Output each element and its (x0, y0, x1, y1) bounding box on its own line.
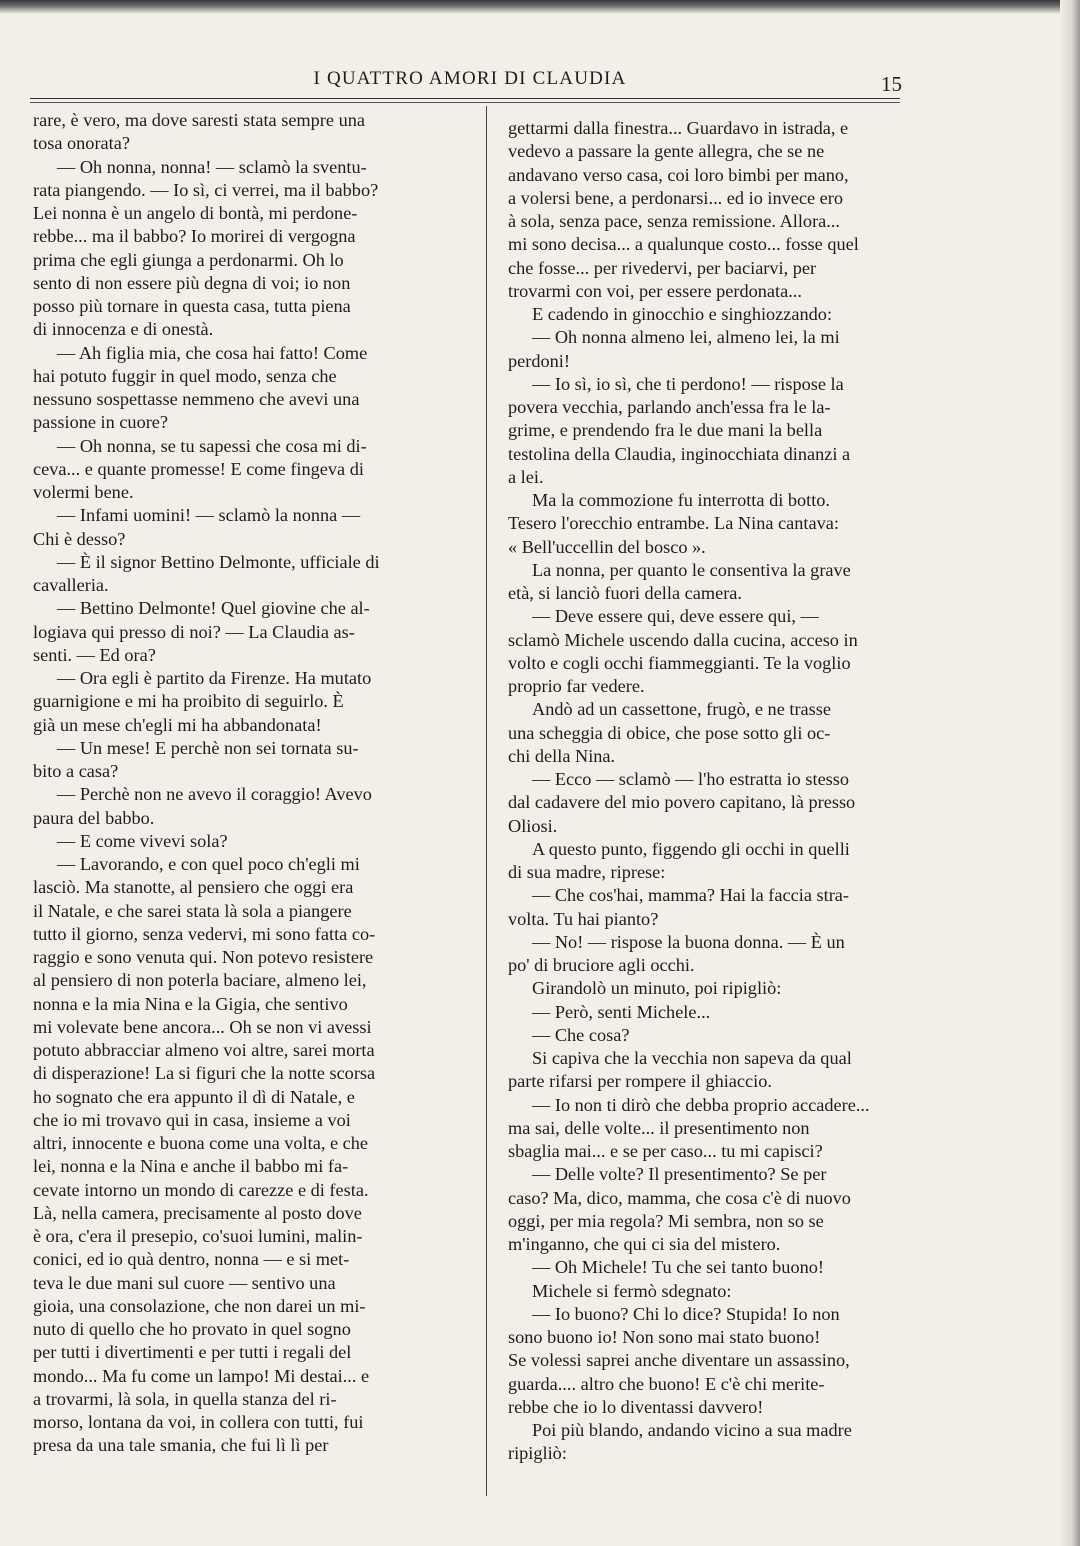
text-line: raggio e sono venuta qui. Non potevo resistere (33, 947, 374, 967)
text-line: E cadendo in ginocchio e singhiozzando: (532, 304, 833, 324)
text-line: po' di bruciore agli occhi. (508, 955, 695, 975)
text-line: conici, ed io quà dentro, nonna — e si met- (33, 1249, 350, 1270)
text-line: hai potuto fuggir in quel modo, senza che (33, 365, 337, 386)
text-line: di disperazione! La si figuri che la notte scorsa (33, 1063, 376, 1084)
text-line: ho sognato che era appunto il dì di Natale, e (33, 1086, 355, 1107)
text-line: Michele si fermò sdegnato: (532, 1280, 732, 1301)
text-line: per tutti i divertimenti e per tutti i regali del (33, 1342, 352, 1363)
text-line: — Io non ti dirò che debba proprio accadere... (532, 1094, 870, 1115)
text-line: — Perchè non ne avevo il coraggio! Avevo (57, 784, 372, 805)
text-line: passione in cuore? (33, 412, 169, 433)
text-line: teva le due mani sul cuore — sentivo una (33, 1272, 336, 1293)
text-line: — Ora egli è partito da Firenze. Ha mutato (57, 668, 372, 688)
text-line: Là, nella camera, precisamente al posto dove (33, 1202, 362, 1223)
right-column (508, 117, 912, 1466)
text-line: posso più tornare in questa casa, tutta piena (33, 296, 351, 316)
text-line: Chi è desso? (33, 528, 126, 549)
text-line: — Oh nonna almeno lei, almeno lei, la mi (532, 327, 840, 348)
text-line: perdoni! (508, 350, 570, 371)
text-line: — Un mese! E perchè non sei tornata su- (57, 737, 359, 758)
text-line: — È il signor Bettino Delmonte, ufficiale di (57, 551, 380, 572)
text-line: — Infami uomini! — sclamò la nonna — (57, 505, 361, 526)
text-line: testolina della Claudia, inginocchiata dinanzi a (508, 443, 851, 464)
text-line: età, si lanciò fuori della camera. (508, 583, 742, 603)
text-line: — Bettino Delmonte! Quel giovine che al- (57, 598, 370, 619)
text-line: logiava qui presso di noi? — La Claudia as- (33, 621, 355, 642)
text-line: già un mese ch'egli mi ha abbandonata! (33, 714, 322, 735)
text-line: prima che egli giunga a perdonarmi. Oh lo (33, 249, 344, 270)
text-line: — Io buono? Chi lo dice? Stupida! Io non (532, 1303, 840, 1324)
text-line: ceva... e quante promesse! E come fingeva di (33, 458, 364, 479)
text-line: Ma la commozione fu interrotta di botto. (532, 490, 831, 510)
text-line: La nonna, per quanto le consentiva la grave (532, 559, 851, 580)
text-line: nonna e la mia Nina e la Gigia, che sentivo (33, 993, 348, 1014)
text-line: sclamò Michele uscendo dalla cucina, acceso in (508, 629, 858, 650)
text-line: dal cadavere del mio povero capitano, là presso (508, 792, 856, 813)
text-line: gettarmi dalla finestra... Guardavo in istrada, e (508, 118, 849, 138)
text-line: oggi, per mia regola? Mi sembra, non so se (508, 1210, 824, 1231)
text-line: bito a casa? (33, 761, 119, 781)
text-line: A questo punto, figgendo gli occhi in quelli (532, 838, 850, 859)
text-line: guarda.... altro che buono! E c'è chi merite- (508, 1373, 825, 1394)
text-line: nuto di quello che ho provato in quel sogno (33, 1319, 351, 1339)
text-line: tosa onorata? (33, 133, 130, 154)
text-line: volta. Tu hai pianto? (508, 908, 659, 929)
text-line: paura del babbo. (33, 807, 155, 828)
text-line: ma sai, delle volte... il presentimento non (508, 1117, 810, 1138)
text-line: — Deve essere qui, deve essere qui, — (532, 606, 819, 627)
text-line: Lei nonna è un angelo di bontà, mi perdone- (33, 203, 358, 223)
page-right-edge (1060, 0, 1080, 1546)
text-line: sento di non essere più degna di voi; io non (33, 272, 351, 293)
text-line: è ora, c'era il presepio, co'suoi lumini, malin- (33, 1226, 363, 1246)
text-line: il Natale, e che sarei stata là sola a piangere (33, 900, 352, 921)
text-line: grime, e prendendo fra le due mani la bella (508, 420, 823, 441)
text-line: « Bell'uccellin del bosco ». (508, 536, 706, 557)
text-line: presa da una tale smania, che fui lì lì per (33, 1435, 329, 1456)
text-line: — Ecco — sclamò — l'ho estratta io stesso (532, 769, 850, 789)
text-line: vedevo a passare la gente allegra, che se ne (508, 141, 825, 162)
text-line: — Che cos'hai, mamma? Hai la faccia stra- (532, 885, 849, 906)
text-line: Oliosi. (508, 815, 558, 836)
text-line: che fosse... per rivedervi, per baciarvi, per (508, 257, 817, 278)
text-line: — Delle volte? Il presentimento? Se per (532, 1164, 827, 1185)
text-line: che io mi trovavo qui in casa, insieme a voi (33, 1109, 351, 1130)
text-line: cavalleria. (33, 575, 109, 595)
text-line: mi sono decisa... a qualunque costo... fosse quel (508, 234, 859, 255)
text-line: mondo... Ma fu come un lampo! Mi destai... e (33, 1365, 370, 1386)
text-line: ripigliò: (508, 1443, 567, 1464)
text-line: rata piangendo. — Io sì, ci verrei, ma il babbo? (33, 179, 379, 200)
text-line: — Oh Michele! Tu che sei tanto buono! (532, 1257, 824, 1278)
text-line: lei, nonna e la Nina e anche il babbo mi fa- (33, 1156, 349, 1177)
text-line: — Ah figlia mia, che cosa hai fatto! Come (57, 342, 368, 363)
text-line: cevate intorno un mondo di carezze e di festa. (33, 1179, 369, 1200)
text-line: chi della Nina. (508, 745, 616, 766)
text-line: rare, è vero, ma dove saresti stata sempre una (33, 110, 365, 130)
text-line: rebbe... ma il babbo? Io morirei di vergogna (33, 226, 356, 247)
header-rule-thin (30, 102, 900, 103)
text-line: di sua madre, riprese: (508, 862, 666, 882)
running-title: I QUATTRO AMORI DI CLAUDIA (313, 68, 627, 89)
text-line: trovarmi con voi, per essere perdonata... (508, 280, 802, 301)
text-line: tutto il giorno, senza vedervi, mi sono fatta co- (33, 923, 376, 944)
text-line: — Oh nonna, se tu sapessi che cosa mi di- (57, 435, 367, 456)
text-line: a lei. (508, 466, 544, 487)
text-line: à sola, senza pace, senza remissione. Allora... (508, 211, 840, 231)
header-rule (30, 98, 900, 99)
page-top-shadow (0, 0, 1080, 14)
text-line: — Lavorando, e con quel poco ch'egli mi (57, 854, 360, 874)
text-line: una scheggia di obice, che pose sotto gli oc- (508, 722, 831, 743)
text-line: Se volessi saprei anche diventare un assassino, (508, 1350, 850, 1371)
text-line: m'inganno, che qui ci sia del mistero. (508, 1234, 781, 1254)
page-number: 15 (881, 72, 902, 96)
text-line: a volersi bene, a perdonarsi... ed io invece ero (508, 187, 844, 208)
text-line: povera vecchia, parlando anch'essa fra le la- (508, 397, 831, 417)
text-line: Poi più blando, andando vicino a sua madre (532, 1420, 852, 1440)
text-line: rebbe che io lo diventassi davvero! (508, 1396, 764, 1417)
text-line: — E come vivevi sola? (57, 830, 228, 851)
text-line: — Io sì, io sì, che ti perdono! — rispose la (532, 373, 844, 394)
text-line: Girandolò un minuto, poi ripigliò: (532, 978, 782, 999)
text-line: gioia, una consolazione, che non darei un mi- (33, 1295, 366, 1316)
text-line: mi volevate bene ancora... Oh se non vi avessi (33, 1016, 372, 1037)
text-line: lasciò. Ma stanotte, al pensiero che oggi era (33, 877, 354, 898)
text-line: al pensiero di non poterla baciare, almeno lei, (33, 970, 367, 991)
text-line: volto e cogli occhi fiammeggianti. Te la voglio (508, 652, 851, 673)
column-divider (486, 106, 487, 1496)
text-line: andavano verso casa, coi loro bimbi per mano, (508, 164, 849, 185)
text-line: — No! — rispose la buona donna. — È un (532, 931, 845, 952)
left-column (33, 109, 433, 1458)
text-line: volermi bene. (33, 482, 134, 502)
text-line: senti. — Ed ora? (33, 644, 156, 665)
text-line: — Però, senti Michele... (532, 1001, 711, 1022)
text-line: parte rifarsi per rompere il ghiaccio. (508, 1071, 772, 1092)
text-line: Andò ad un cassettone, frugò, e ne trasse (532, 699, 832, 720)
text-line: guarnigione e mi ha proibito di seguirlo. È (33, 691, 344, 712)
text-line: di innocenza e di onestà. (33, 319, 214, 340)
text-line: proprio far vedere. (508, 676, 645, 696)
text-line: a trovarmi, là sola, in quella stanza del ri- (33, 1388, 337, 1409)
text-line: Si capiva che la vecchia non sapeva da qual (532, 1048, 852, 1068)
text-line: potuto abbracciar almeno voi altre, sarei morta (33, 1040, 375, 1060)
text-line: altri, innocente e buona come una volta, e che (33, 1133, 369, 1153)
text-line: caso? Ma, dico, mamma, che cosa c'è di nuovo (508, 1187, 851, 1208)
text-line: sono buono io! Non sono mai stato buono! (508, 1327, 821, 1347)
page-header (30, 68, 910, 96)
text-line: — Che cosa? (532, 1024, 630, 1045)
text-line: — Oh nonna, nonna! — sclamò la sventu- (57, 156, 367, 177)
text-line: sbaglia mai... e se per caso... tu mi capisci? (508, 1141, 823, 1161)
text-line: Tesero l'orecchio entrambe. La Nina cantava: (508, 513, 839, 534)
text-line: nessuno sospettasse nemmeno che avevi una (33, 389, 360, 409)
text-line: morso, lontana da voi, in collera con tutti, fui (33, 1412, 364, 1432)
